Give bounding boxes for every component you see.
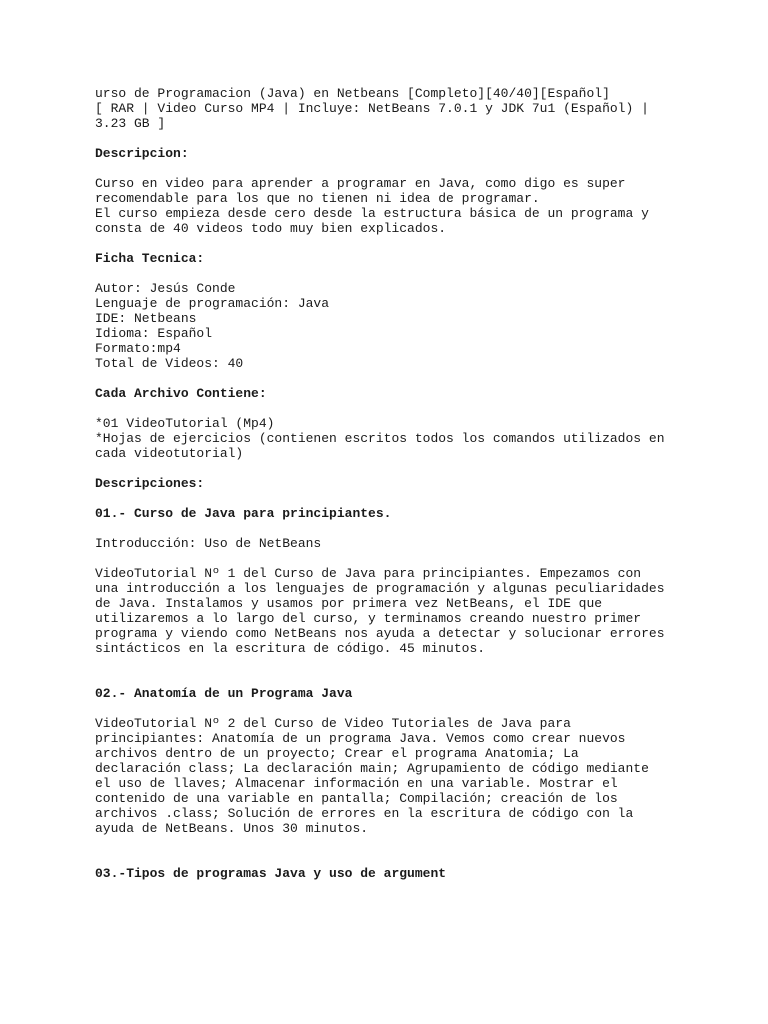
video3-title: 03.-Tipos de programas Java y uso de argument: [95, 866, 447, 881]
ficha-idioma: Idioma: Español: [95, 326, 213, 341]
video2-line: el uso de llaves; Almacenar información en una variable. Mostrar el: [95, 776, 618, 791]
descripcion-line: Curso en video para aprender a programar en Java, como digo es super: [95, 176, 626, 191]
video1-line: VideoTutorial Nº 1 del Curso de Java para principiantes. Empezamos con: [95, 566, 642, 581]
video2-description: [95, 716, 705, 836]
video2-line: declaración class; La declaración main; Agrupamiento de código mediante: [95, 761, 649, 776]
ficha-heading: Ficha Tecnica:: [95, 251, 205, 266]
ficha-language: Lenguaje de programación: Java: [95, 296, 330, 311]
video2-line: VideoTutorial Nº 2 del Curso de Video Tutoriales de Java para: [95, 716, 571, 731]
ficha-ide: IDE: Netbeans: [95, 311, 197, 326]
video2-line: ayuda de NetBeans. Unos 30 minutos.: [95, 821, 369, 836]
descripcion-line: recomendable para los que no tienen ni idea de programar.: [95, 191, 540, 206]
archivo-item: *Hojas de ejercicios (contienen escritos todos los comandos utilizados en: [95, 431, 665, 446]
archivo-item: *01 VideoTutorial (Mp4): [95, 416, 275, 431]
video1-line: de Java. Instalamos y usamos por primera vez NetBeans, el IDE que: [95, 596, 603, 611]
video1-line: utilizaremos a lo largo del curso, y terminamos creando nuestro primer: [95, 611, 642, 626]
course-title-line: urso de Programacion (Java) en Netbeans [Completo][40/40][Español]: [95, 86, 610, 101]
video2-line: contenido de una variable en pantalla; Compilación; creación de los: [95, 791, 618, 806]
course-format-line: [ RAR | Video Curso MP4 | Incluye: NetBeans 7.0.1 y JDK 7u1 (Español) |: [95, 101, 649, 116]
video1-line: programa y viendo como NetBeans nos ayuda a detectar y solucionar errores: [95, 626, 665, 641]
descripcion-body: [95, 176, 705, 236]
video1-intro: Introducción: Uso de NetBeans: [95, 536, 322, 551]
video1-line: sintácticos en la escritura de código. 45 minutos.: [95, 641, 486, 656]
descripcion-heading: Descripcion:: [95, 146, 189, 161]
course-header: [95, 86, 705, 131]
archivo-list: [95, 416, 705, 461]
ficha-author: Autor: Jesús Conde: [95, 281, 236, 296]
video2-line: principiantes: Anatomía de un programa Java. Vemos como crear nuevos: [95, 731, 626, 746]
document-page: [95, 86, 705, 881]
course-size-line: 3.23 GB ]: [95, 116, 166, 131]
video1-description: [95, 566, 705, 656]
ficha-formato: Formato:mp4: [95, 341, 181, 356]
ficha-list: [95, 281, 705, 371]
ficha-total-videos: Total de Videos: 40: [95, 356, 244, 371]
descripcion-line: consta de 40 videos todo muy bien explicados.: [95, 221, 447, 236]
video2-title: 02.- Anatomía de un Programa Java: [95, 686, 353, 701]
descripcion-line: El curso empieza desde cero desde la estructura básica de un programa y: [95, 206, 649, 221]
video2-line: archivos dentro de un proyecto; Crear el programa Anatomia; La: [95, 746, 579, 761]
video1-title: 01.- Curso de Java para principiantes.: [95, 506, 392, 521]
archivo-heading: Cada Archivo Contiene:: [95, 386, 267, 401]
video1-line: una introducción a los lenguajes de programación y algunas peculiaridades: [95, 581, 665, 596]
descripciones-heading: Descripciones:: [95, 476, 205, 491]
video2-line: archivos .class; Solución de errores en la escritura de código con la: [95, 806, 634, 821]
archivo-item: cada videotutorial): [95, 446, 244, 461]
